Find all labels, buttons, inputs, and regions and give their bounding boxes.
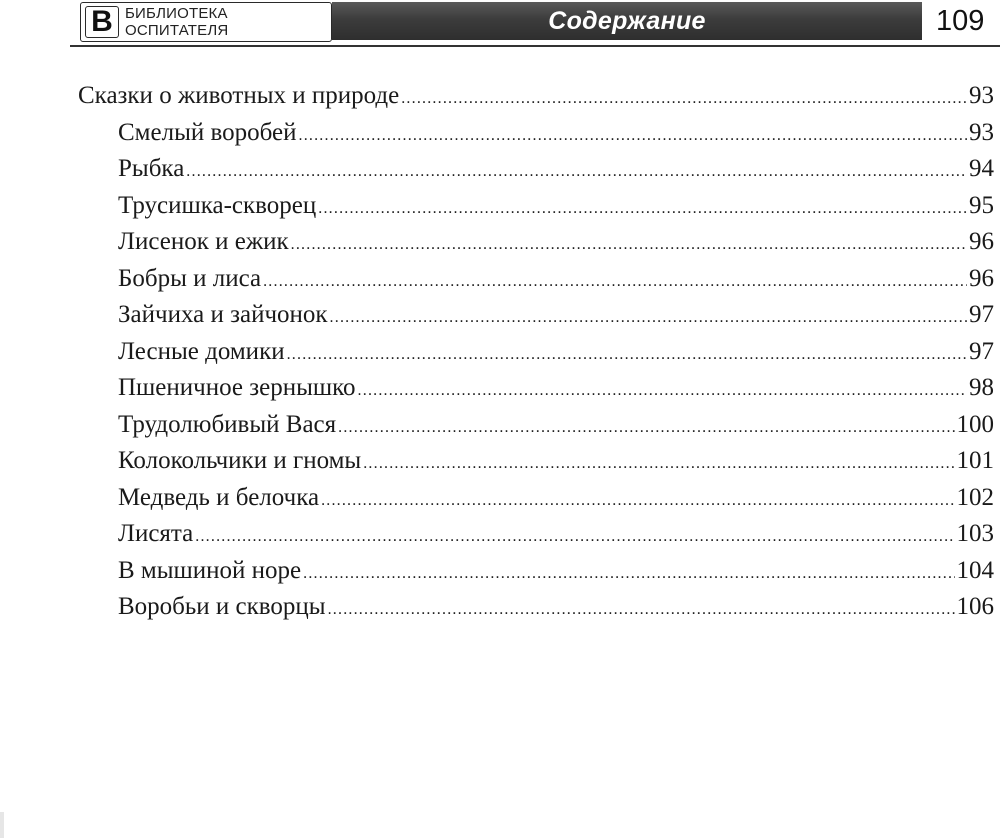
toc-entry-title: Смелый воробей bbox=[118, 118, 297, 146]
toc-entry[interactable] bbox=[78, 443, 994, 480]
toc-entry-title: Трусишка-скворец bbox=[118, 191, 317, 219]
page-number: 109 bbox=[936, 5, 985, 37]
toc-entry[interactable] bbox=[78, 407, 994, 444]
toc-entry-page: 96 bbox=[969, 228, 994, 255]
running-header bbox=[70, 0, 1000, 46]
toc-entry-page: 106 bbox=[956, 593, 994, 620]
toc-entry-page: 100 bbox=[956, 410, 994, 438]
dot-leader bbox=[338, 410, 954, 447]
toc-entry-title: Лисенок и ежик bbox=[118, 228, 289, 255]
toc-entry-title: Лесные домики bbox=[118, 337, 285, 365]
toc-entry-page: 102 bbox=[956, 483, 994, 511]
toc-entry[interactable] bbox=[78, 188, 994, 225]
dot-leader bbox=[186, 154, 967, 191]
dot-leader bbox=[328, 592, 955, 629]
scan-edge-mark bbox=[0, 812, 4, 838]
dot-leader bbox=[358, 373, 967, 410]
dot-leader bbox=[330, 300, 967, 337]
toc-entry[interactable] bbox=[78, 553, 994, 590]
toc-entry-title: Бобры и лиса bbox=[118, 264, 262, 292]
toc-entry-page: 101 bbox=[956, 447, 994, 474]
toc-entry[interactable] bbox=[78, 334, 994, 371]
toc-entry[interactable] bbox=[78, 516, 994, 553]
toc-entry-page: 95 bbox=[969, 191, 994, 219]
section-title: Содержание bbox=[548, 7, 706, 35]
toc-entry-page: 104 bbox=[956, 556, 994, 584]
toc-entry[interactable] bbox=[78, 589, 994, 626]
toc-entry-page: 103 bbox=[956, 520, 994, 547]
toc-entry[interactable] bbox=[78, 370, 994, 407]
toc-entry-title: Трудолюбивый Вася bbox=[118, 410, 337, 438]
toc-entry-page: 97 bbox=[969, 301, 994, 328]
toc-entry[interactable] bbox=[78, 78, 994, 115]
dot-leader bbox=[363, 446, 954, 483]
toc-entry-title: Воробьи и скворцы bbox=[118, 593, 326, 620]
series-logo bbox=[80, 2, 332, 42]
toc-entry-title: Пшеничное зернышко bbox=[118, 374, 356, 401]
dot-leader bbox=[401, 81, 967, 118]
toc-entry-title: Лисята bbox=[118, 520, 194, 547]
toc-entry[interactable] bbox=[78, 151, 994, 188]
dot-leader bbox=[318, 191, 967, 228]
logo-letter: В bbox=[85, 6, 119, 38]
toc-entry-page: 94 bbox=[969, 155, 994, 182]
toc-entry-title: Сказки о животных и природе bbox=[78, 82, 400, 109]
toc-entry[interactable] bbox=[78, 480, 994, 517]
toc-entry-page: 96 bbox=[969, 264, 994, 292]
logo-text bbox=[125, 5, 228, 39]
toc-entry-page: 98 bbox=[969, 374, 994, 401]
logo-line-1: БИБЛИОТЕКА bbox=[125, 5, 228, 22]
header-rule bbox=[70, 45, 1000, 47]
dot-leader bbox=[263, 264, 967, 301]
toc-entry-title: В мышиной норе bbox=[118, 556, 302, 584]
dot-leader bbox=[321, 483, 954, 520]
dot-leader bbox=[303, 556, 954, 593]
toc-entry-page: 97 bbox=[969, 337, 994, 365]
table-of-contents bbox=[78, 78, 994, 626]
toc-entry[interactable] bbox=[78, 115, 994, 152]
toc-entry-title: Зайчиха и зайчонок bbox=[118, 301, 328, 328]
toc-entry[interactable] bbox=[78, 261, 994, 298]
toc-entry-title: Медведь и белочка bbox=[118, 483, 320, 511]
logo-line-2: ОСПИТАТЕЛЯ bbox=[125, 22, 229, 39]
dot-leader bbox=[287, 337, 967, 374]
toc-entry-title: Колокольчики и гномы bbox=[118, 447, 362, 474]
section-title-bar bbox=[332, 2, 922, 40]
dot-leader bbox=[195, 519, 954, 556]
toc-entry-page: 93 bbox=[969, 118, 994, 146]
toc-entry-title: Рыбка bbox=[118, 155, 185, 182]
dot-leader bbox=[299, 118, 968, 155]
toc-entry[interactable] bbox=[78, 297, 994, 334]
dot-leader bbox=[291, 227, 967, 264]
toc-entry-page: 93 bbox=[969, 82, 994, 109]
toc-entry[interactable] bbox=[78, 224, 994, 261]
